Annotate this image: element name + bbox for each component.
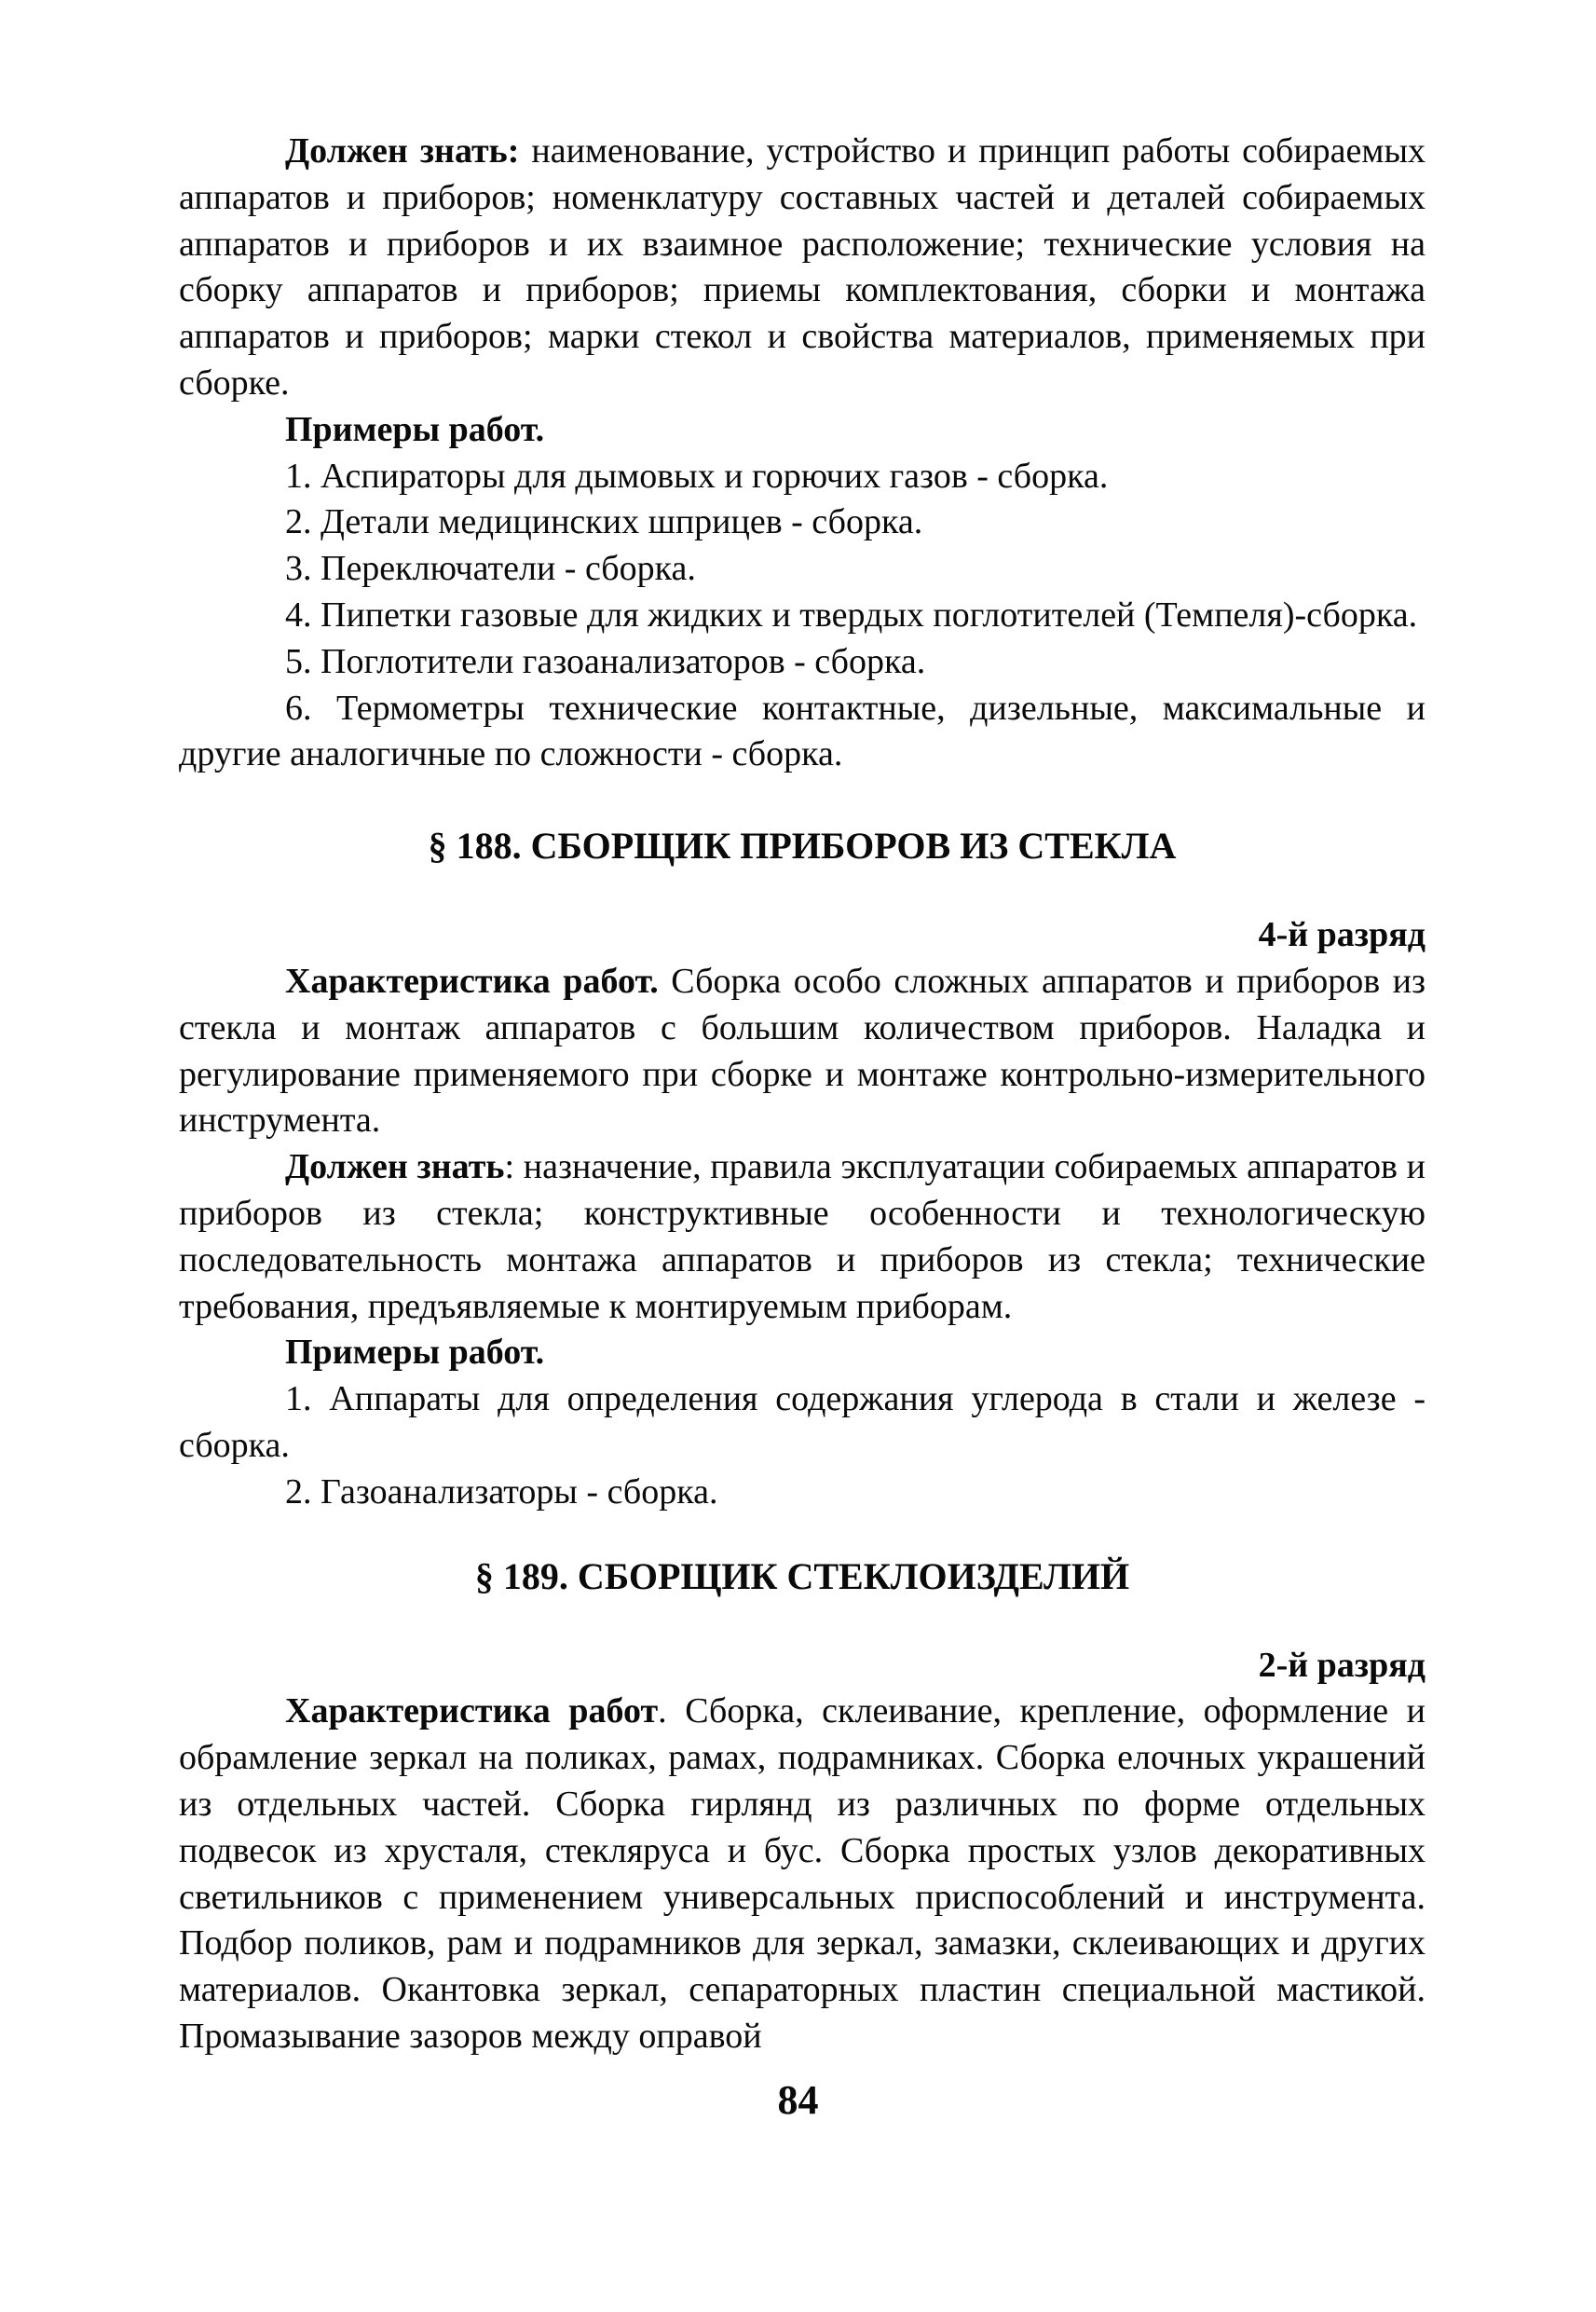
characteristics-text: . Сборка, склеивание, крепление, оформление и обрамление зеркал на поликах, рамах, подрамниках. Сборка елочных украшений из отдельных частей. Сборка гирлянд из различных по форме отдельных подвесок из хрусталя, стекляруса и бус. Сборка простых узлов декоративных светильников с применением универсальных приспособлений и инструмента. Подбор поликов, рам и подрамников для зеркал, замазки, склеивающих и других материалов. Окантовка зеркал, сепараторных пластин специальной мастикой. Промазывание зазоров между оправой <box>179 1691 1425 2056</box>
example-item: 1. Аппараты для определения содержания углерода в стали и железе - сборка. <box>179 1379 1425 1465</box>
example-item: 1. Аспираторы для дымовых и горючих газов - сборка. <box>285 456 1109 496</box>
must-know-label: Должен знать: <box>285 131 520 171</box>
characteristics-paragraph <box>179 1689 1425 2059</box>
section-heading-189: § 189. СБОРЩИК СТЕКЛОИЗДЕЛИЙ <box>474 1554 1130 1597</box>
example-item: 4. Пипетки газовые для жидких и твердых поглотителей (Темпеля)-сборка. <box>285 595 1418 635</box>
must-know-label: Должен знать <box>285 1147 505 1187</box>
characteristics-label: Характеристика работ <box>285 1691 659 1731</box>
characteristics-paragraph <box>179 959 1425 1144</box>
must-know-text: : назначение, правила эксплуатации собираемых аппаратов и приборов из стекла; конструктивные особенности и технологическую последовательность монтажа аппаратов и приборов из стекла; технические требования, предъявляемые к монтируемым приборам. <box>179 1147 1426 1326</box>
examples-label: Примеры работ. <box>285 1333 545 1373</box>
rank-label: 4-й разряд <box>1258 915 1425 955</box>
document-page <box>179 129 1425 2060</box>
must-know-paragraph <box>179 129 1425 407</box>
characteristics-label: Характеристика работ. <box>285 961 659 1001</box>
example-item: 5. Поглотители газоанализаторов - сборка. <box>285 641 926 681</box>
rank-label: 2-й разряд <box>1258 1645 1425 1685</box>
characteristics-text: Сборка особо сложных аппаратов и приборов из стекла и монтаж аппаратов с большим количеством приборов. Наладка и регулирование применяемого при сборке и монтаже контрольно-измерительного инструмента. <box>179 961 1426 1141</box>
must-know-text: наименование, устройство и принцип работы собираемых аппаратов и приборов; номенклатуру составных частей и деталей собираемых аппаратов и приборов и их взаимное расположение; технические условия на сборку аппаратов и приборов; приемы комплектования, сборки и монтажа аппаратов и приборов; марки стекол и свойства материалов, применяемых при сборке. <box>179 131 1425 403</box>
example-item: 6. Термометры технические контактные, дизельные, максимальные и другие аналогичные по сложности - сборка. <box>179 688 1425 774</box>
example-item: 2. Детали медицинских шприцев - сборка. <box>285 502 923 542</box>
example-item: 2. Газоанализаторы - сборка. <box>285 1471 718 1512</box>
section-heading-188: § 188. СБОРЩИК ПРИБОРОВ ИЗ СТЕКЛА <box>428 825 1177 868</box>
page-number: 84 <box>777 2077 819 2123</box>
must-know-paragraph <box>179 1144 1425 1330</box>
example-item: 3. Переключатели - сборка. <box>285 549 696 589</box>
examples-label: Примеры работ. <box>285 409 545 449</box>
